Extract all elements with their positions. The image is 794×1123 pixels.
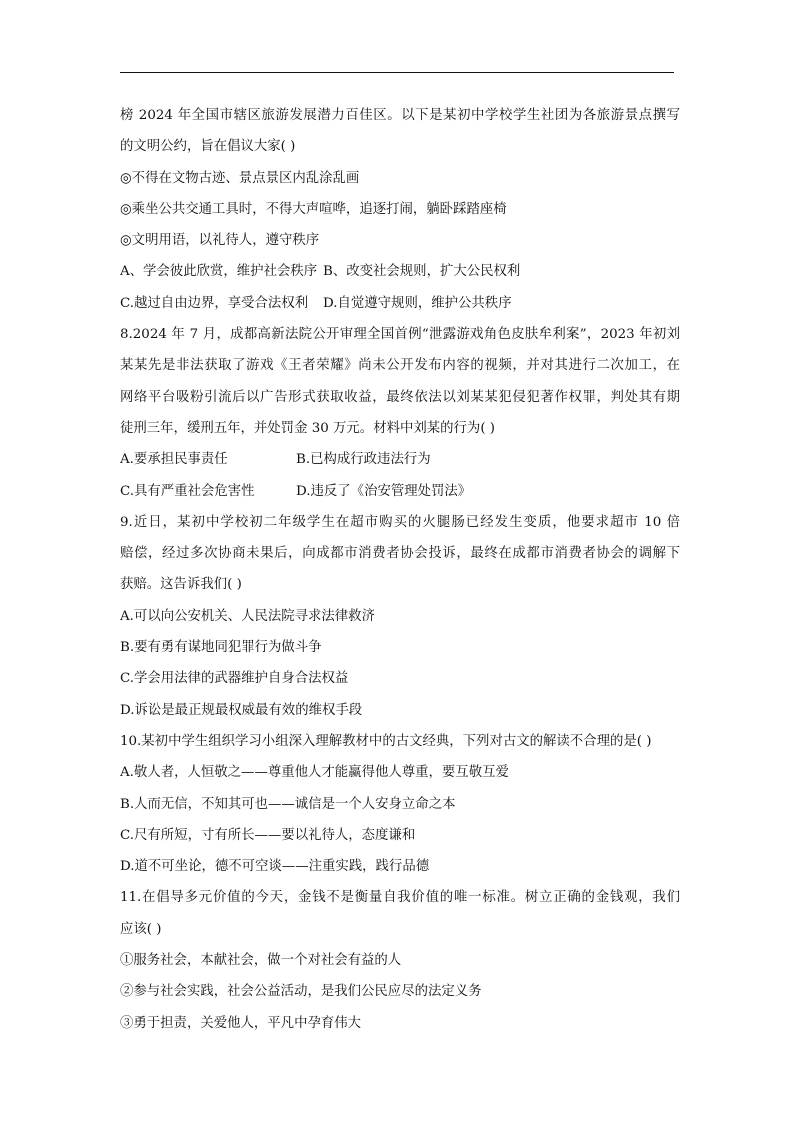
list-item: ③勇于担责，关爱他人，平凡中孕育伟大: [120, 1015, 362, 1031]
stem-line: 8.2024 年 7 月，成都高新法院公开审理全国首例“泄露游戏角色皮肤牟利案”，2023 年初刘: [120, 327, 680, 343]
question-7-stem: [120, 100, 680, 163]
question-11-stem: [120, 882, 680, 945]
option-d[interactable]: D.自觉遵守规则，维护公共秩序: [323, 295, 512, 311]
option-c[interactable]: C.学会用法律的武器维护自身合法权益: [120, 671, 349, 687]
question-11-items: [120, 945, 680, 1039]
list-item: ◎不得在文物古迹、景点景区内乱涂乱画: [120, 170, 360, 186]
list-item: ◎文明用语，以礼待人，遵守秩序: [120, 233, 320, 249]
option-a[interactable]: A.要承担民事责任: [120, 452, 228, 468]
option-d[interactable]: D.诉讼是最正规最权威最有效的维权手段: [120, 702, 363, 718]
page-content: [120, 100, 680, 1039]
question-8-options-row-1: [120, 444, 680, 475]
question-7-items: [120, 163, 680, 257]
stem-line: 10.某初中学生组织学习小组深入理解教材中的古文经典，下列对古文的解读不合理的是( ): [120, 733, 652, 749]
question-7-options-row-1: [120, 256, 680, 287]
question-8-stem: [120, 319, 680, 444]
stem-line: 11.在倡导多元价值的今天，金钱不是衡量自我价值的唯一标准。树立正确的金钱观，我们: [120, 890, 680, 906]
question-9-stem: [120, 507, 680, 601]
option-c[interactable]: C.尺有所短，寸有所长——要以礼待人，态度谦和: [120, 827, 416, 843]
option-c[interactable]: C.具有严重社会危害性: [120, 483, 255, 499]
stem-line: 9.近日，某初中学校初二年级学生在超市购买的火腿肠已经发生变质，他要求超市 10 倍: [120, 514, 680, 530]
header-rule: [120, 72, 674, 73]
question-10-options: [120, 757, 680, 882]
list-item: ①服务社会，本献社会，做一个对社会有益的人: [120, 953, 402, 969]
option-b[interactable]: B.人而无信，不知其可也——诚信是一个人安身立命之本: [120, 796, 456, 812]
option-c[interactable]: C.越过自由边界，享受合法权利: [120, 295, 309, 311]
stem-line: 网络平台吸粉引流后以广告形式获取收益，最终依法以刘某某犯侵犯著作权罪，判处其有期: [120, 389, 680, 405]
stem-line: 的文明公约，旨在倡议大家( ): [120, 139, 296, 155]
option-a[interactable]: A.可以向公安机关、人民法院寻求法律救济: [120, 608, 375, 624]
stem-line: 某某先是非法获取了游戏《王者荣耀》尚未公开发布内容的视频，并对其进行二次加工，在: [120, 358, 680, 374]
question-7-options-row-2: [120, 288, 680, 319]
stem-line: 赔偿，经过多次协商未果后，向成都市消费者协会投诉，最终在成都市消费者协会的调解下: [120, 546, 680, 562]
option-d[interactable]: D.道不可坐论，德不可空谈——注重实践，践行品德: [120, 859, 430, 875]
list-item: ②参与社会实践，社会公益活动，是我们公民应尽的法定义务: [120, 984, 482, 1000]
stem-line: 应该( ): [120, 921, 162, 937]
option-b[interactable]: B.要有勇有谋地同犯罪行为做斗争: [120, 640, 322, 656]
question-10-stem: [120, 726, 680, 757]
list-item: ◎乘坐公共交通工具时，不得大声喧哗，追逐打闹，躺卧踩踏座椅: [120, 201, 507, 217]
stem-line: 榜 2024 年全国市辖区旅游发展潜力百佳区。以下是某初中学校学生社团为各旅游景点撰写: [120, 108, 680, 123]
stem-line: 徒刑三年，缓刑五年，并处罚金 30 万元。材料中刘某的行为( ): [120, 420, 496, 436]
option-a[interactable]: A、学会彼此欣赏，维护社会秩序: [120, 264, 318, 280]
question-8-options-row-2: [120, 476, 680, 507]
option-a[interactable]: A.敬人者，人恒敬之——尊重他人才能赢得他人尊重，要互敬互爱: [120, 765, 509, 781]
option-b[interactable]: B.已构成行政违法行为: [296, 452, 431, 468]
option-d[interactable]: D.违反了《治安管理处罚法》: [296, 483, 472, 499]
stem-line: 获赔。这告诉我们( ): [120, 577, 242, 593]
question-9-options: [120, 601, 680, 726]
option-b[interactable]: B、改变社会规则，扩大公民权利: [323, 264, 521, 280]
